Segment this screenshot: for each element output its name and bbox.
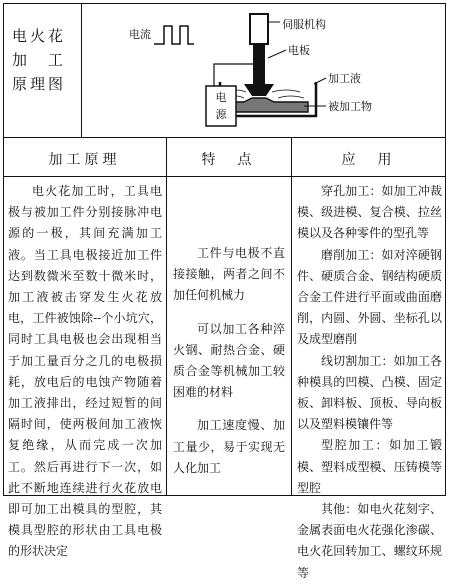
power-label: 源 <box>215 108 227 121</box>
application-item: 磨削加工：如对淬硬钢件、硬质合金、钢结构硬质合金工件进行平面或曲面磨削，内圆、外圆、坐标孔以及成型磨削 <box>297 247 442 347</box>
column-divider-1 <box>166 137 167 496</box>
application-item: 其他：如电火花刻字、金属表面电火花强化渗碳、电火花回转加工、螺纹环规等 <box>297 502 442 580</box>
fluid-leader-line <box>314 78 326 84</box>
title-divider <box>81 3 82 137</box>
diagram-title-line: 原理图 <box>11 75 66 93</box>
header-features: 特 点 <box>201 152 256 168</box>
features-column <box>173 243 285 491</box>
servo-label: 伺服机构 <box>282 18 326 31</box>
electrode-rod <box>253 44 265 84</box>
fluid-label: 加工液 <box>328 72 361 85</box>
diagram-separator <box>3 137 446 138</box>
diagram-title-line: 加 工 <box>11 51 66 69</box>
electrode-label: 电板 <box>288 44 310 57</box>
header-application: 应 用 <box>341 152 396 168</box>
edm-principle-diagram <box>108 8 408 134</box>
header-principle: 加工原理 <box>48 152 121 168</box>
application-item: 穿孔加工：如加工冲裁模、级进模、复合模、拉丝模以及各种零件的型孔等 <box>297 184 442 241</box>
electrode-tip <box>244 84 274 96</box>
application-item: 型腔加工：如加工锻模、塑料成型模、压铸模等型腔 <box>297 438 442 495</box>
feature-item: 加工速度慢、加工量少，易于实现无人化加工 <box>173 418 285 475</box>
workpiece-label: 被加工物 <box>328 100 372 113</box>
servo-mechanism <box>250 14 268 44</box>
diagram-title <box>10 24 68 96</box>
feature-item: 可以加工各种淬火钢、耐热合金、硬质合金等机械加工较困难的材料 <box>173 321 285 400</box>
pulse-waveform <box>154 26 194 44</box>
application-item: 线切割加工：如加工各种模具的凹模、凸模、固定板、卸料板、顶板、导向板以及塑料模镶件等 <box>297 353 442 432</box>
power-label: 电 <box>215 91 227 104</box>
diagram-title-line: 电火花 <box>11 27 66 45</box>
column-divider-2 <box>291 137 292 496</box>
principle-column <box>8 181 162 563</box>
electrode-leader-line <box>268 50 286 58</box>
feature-item: 工件与电极不直接接触，两者之间不加任何机械力 <box>173 246 285 303</box>
current-label: 电流 <box>129 28 151 41</box>
application-column <box>297 181 442 584</box>
workpiece <box>228 98 308 112</box>
principle-text: 电火花加工时，工具电极与被加工件分别接脉冲电源的一极，其间充满加工液。当工具电极接近加工件达到数微米至数十微米时，加工液被击穿发生火花放电，工件被蚀除--个小坑穴，同时工具电极也会出现相当于加工量百分之几的电极损耗，放电后的电蚀产物随着加工液排出，经过短暂的间隔时间，使两极间加工液恢复绝缘，从而完成一次加工。然后再进行下一次，如此不断地连续进行火花放电即可加工出模具的型腔，其模具型腔的形状由工具电极的形状决定 <box>8 184 162 559</box>
